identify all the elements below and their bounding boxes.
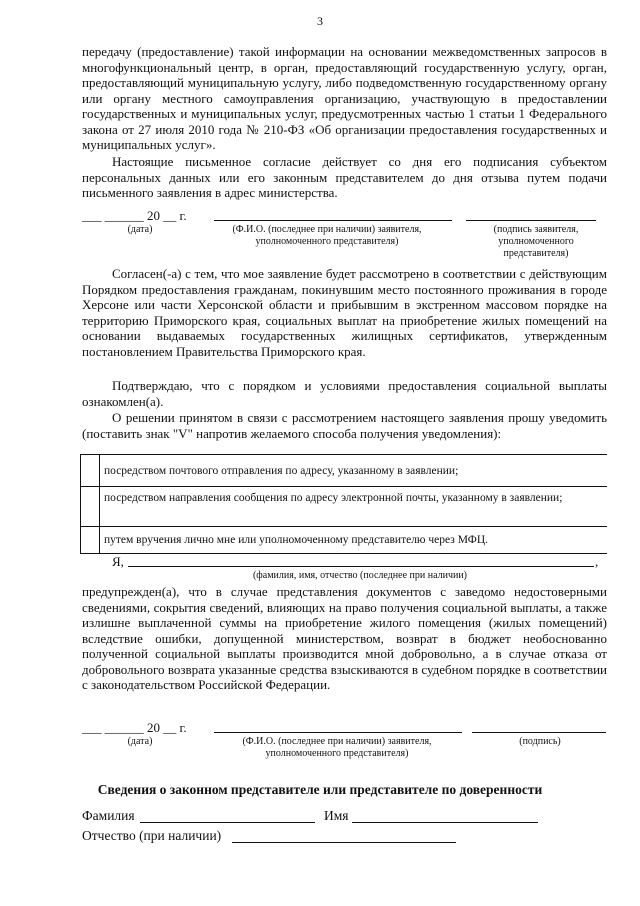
fio-line xyxy=(214,732,462,733)
ya-fio-line[interactable] xyxy=(128,566,594,567)
option-email-label: посредством направления сообщения по адресу электронной почты, указанному в заявлении; xyxy=(104,492,563,504)
option-email-checkbox[interactable] xyxy=(80,487,100,527)
paragraph-agreement: Согласен(-а) с тем, что мое заявление будет рассмотрено в соответствии с действующим Порядком предоставления гражданам, покинувшим место постоянного проживания в городе Херсоне или части Херсонской области и прибывшим в экстренном массовом порядке на территорию Приморского края, социальных выплат на приобретение жилых помещений на основании выдаваемых государственных жилищных сертификатов, утвержденным постановлением Правительства Приморского края. xyxy=(82,266,607,359)
option-mfc xyxy=(80,526,607,554)
paragraph-consent-validity: Настоящие письменное согласие действует со дня его подписания субъектом персональных данных или его законным представителем до дня отзыва путем подачи письменного заявления в адрес министерства. xyxy=(82,154,607,200)
paragraph-acknowledge: Подтверждаю, что с порядком и условиями предоставления социальной выплаты ознакомлен(а). xyxy=(82,378,607,409)
fio-caption: (Ф.И.О. (последнее при наличии) заявителя, уполномоченного представителя) xyxy=(232,224,422,247)
paragraph-warning: предупрежден(а), что в случае представления документов с заведомо недостоверными сведениями, сокрытия сведений, влияющих на право получения социальной выплаты, а также излишне выплаченной суммы на приобретение жилого помещения (жилых помещений) вследствие ошибки, допущенной министерством, возврат в бюджет необоснованно полученной социальной выплаты производится мной добровольно, а в случае отказа от добровольного возврата указанные средства взыскиваются в судебном порядке в соответствии с законодательством Российской Федерации. xyxy=(82,584,607,692)
date-placeholder: ___ ______ 20 __ г. xyxy=(82,720,187,735)
surname-input-line[interactable] xyxy=(140,822,315,823)
option-post xyxy=(80,454,607,487)
ya-suffix: , xyxy=(595,554,599,569)
date-placeholder: ___ ______ 20 __ г. xyxy=(82,208,187,223)
signature-caption: (подпись) xyxy=(519,736,561,747)
option-post-checkbox[interactable] xyxy=(80,455,100,487)
name-input-line[interactable] xyxy=(352,822,538,823)
surname-label: Фамилия xyxy=(82,808,135,823)
section-heading: Сведения о законном представителе или представителе по доверенности xyxy=(97,782,543,797)
patronymic-input-line[interactable] xyxy=(232,842,456,843)
fio-caption: (Ф.И.О. (последнее при наличии) заявителя, уполномоченного представителя) xyxy=(242,736,432,759)
signature-line xyxy=(466,220,596,221)
option-mfc-label: путем вручения лично мне или уполномоченному представителю через МФЦ. xyxy=(104,534,489,546)
date-caption: (дата) xyxy=(127,736,153,747)
name-label: Имя xyxy=(324,808,349,823)
patronymic-label: Отчество (при наличии) xyxy=(82,828,222,843)
fio-line xyxy=(214,220,452,221)
page-number: 3 xyxy=(317,14,323,28)
option-mfc-checkbox[interactable] xyxy=(80,527,100,553)
ya-prefix: Я, xyxy=(112,554,124,569)
paragraph-consent-transfer: передачу (предоставление) такой информации на основании межведомственных запросов в многофункциональный центр, в орган, предоставляющий государственную услугу, орган, предоставляющий муниципальную услугу, либо подведомственную государственному органу или органу местного самоуправления организацию, участвующую в предоставлении государственных и муниципальных услуг, предусмотренных частью 1 статьи 1 Федерального закона от 27 июля 2010 года № 210-ФЗ «Об организации предоставления государственных и муниципальных услуг». xyxy=(82,44,607,152)
signature-line xyxy=(472,732,606,733)
signature-caption: (подпись заявителя, уполномоченного представителя) xyxy=(493,224,579,259)
date-caption: (дата) xyxy=(127,224,153,235)
option-email xyxy=(80,486,607,527)
paragraph-notification: О решении принятом в связи с рассмотрением настоящего заявления прошу уведомить (поставить знак "V" напротив желаемого способа получения уведомления): xyxy=(82,410,607,441)
option-post-label: посредством почтового отправления по адресу, указанному в заявлении; xyxy=(104,465,459,477)
ya-caption: (фамилия, имя, отчество (последнее при наличии) xyxy=(252,570,468,581)
